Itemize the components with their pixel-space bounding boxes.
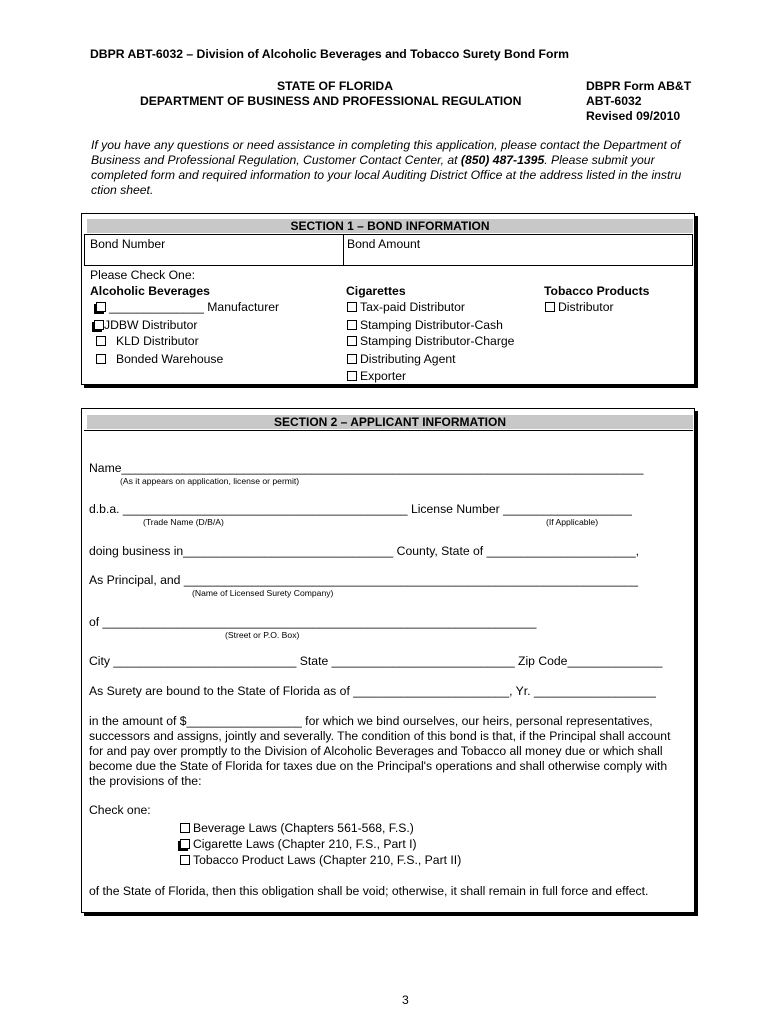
- intro-line-2: Business and Professional Regulation, Customer Contact Center, at (850) 487-1395. Please submit your: [91, 153, 655, 167]
- check-one-label: Check one:: [89, 803, 151, 817]
- checkbox-icon: [180, 823, 190, 833]
- distributing-agent-option[interactable]: Distributing Agent: [347, 352, 456, 366]
- state-name: STATE OF FLORIDA: [277, 79, 393, 93]
- tobacco-products-heading: Tobacco Products: [544, 284, 650, 298]
- tax-paid-distributor-option[interactable]: Tax-paid Distributor: [347, 300, 465, 314]
- intro-line-1: If you have any questions or need assistance in completing this application, please contact the Department of: [91, 138, 681, 152]
- principal-caption: (Name of Licensed Surety Company): [192, 588, 334, 598]
- amount-line-4: become due the State of Florida for taxes due on the Principal's operations and shall otherwise comply with: [89, 759, 668, 773]
- license-caption: (If Applicable): [546, 517, 599, 527]
- name-caption: (As it appears on application, license or permit): [120, 476, 300, 486]
- checkbox-icon: [347, 354, 357, 364]
- manufacturer-option[interactable]: ______________ Manufacturer: [96, 300, 279, 314]
- department-name: DEPARTMENT OF BUSINESS AND PROFESSIONAL REGULATION: [140, 94, 522, 108]
- checkbox-icon: [96, 354, 106, 364]
- amount-line-2: successors and assigns, jointly and severally. The condition of this bond is that, if the Principal shall account: [89, 729, 671, 743]
- dba-caption: (Trade Name (D/B/A): [143, 517, 224, 527]
- closing-statement: of the State of Florida, then this obligation shall be void; otherwise, it shall remain in full force and effect.: [89, 884, 649, 898]
- bond-amount-field[interactable]: Bond Amount: [347, 237, 421, 251]
- revised-date: Revised 09/2010: [586, 109, 681, 123]
- principal-field[interactable]: As Principal, and ___________________________________________________________________: [89, 573, 638, 587]
- checkbox-icon: [96, 302, 106, 312]
- checkbox-icon: [347, 302, 357, 312]
- checkbox-icon: [347, 320, 357, 330]
- tobacco-distributor-option[interactable]: Distributor: [545, 300, 614, 314]
- bonded-warehouse-option[interactable]: Bonded Warehouse: [96, 352, 223, 366]
- checkbox-icon: [94, 320, 104, 330]
- amount-line-3: for and pay over promptly to the Division of Alcoholic Beverages and Tobacco all money due or which shall: [89, 744, 663, 758]
- doing-business-field[interactable]: doing business in_______________________________ County, State of ______________________,: [89, 544, 640, 558]
- street-field[interactable]: of ________________________________________________________________: [89, 615, 537, 629]
- checkbox-icon: [545, 302, 555, 312]
- kld-distributor-option[interactable]: KLD Distributor: [96, 334, 199, 348]
- please-check-one: Please Check One:: [90, 268, 196, 282]
- jdbw-distributor-option[interactable]: JDBW Distributor: [94, 318, 197, 332]
- stamping-charge-option[interactable]: Stamping Distributor-Charge: [347, 334, 514, 348]
- checkbox-icon: [180, 855, 190, 865]
- intro-line-3: completed form and required information to your local Auditing District Office at the address listed in the instru: [91, 168, 682, 182]
- form-id-line-1: DBPR Form AB&T: [586, 79, 692, 93]
- section-2-title: SECTION 2 – APPLICANT INFORMATION: [87, 415, 693, 429]
- cigarettes-heading: Cigarettes: [346, 284, 406, 298]
- checkbox-icon: [347, 371, 357, 381]
- surety-date-field[interactable]: As Surety are bound to the State of Florida as of _______________________, Yr. __________________: [89, 684, 656, 698]
- section-2-divider: [84, 430, 693, 431]
- section-1-title: SECTION 1 – BOND INFORMATION: [87, 219, 693, 233]
- city-state-zip-field[interactable]: City ___________________________ State ___________________________ Zip Code______________: [89, 654, 663, 668]
- stamping-cash-option[interactable]: Stamping Distributor-Cash: [347, 318, 503, 332]
- alcoholic-beverages-heading: Alcoholic Beverages: [90, 284, 210, 298]
- cigarette-laws-option[interactable]: Cigarette Laws (Chapter 210, F.S., Part I): [180, 837, 417, 851]
- form-id-line-2: ABT-6032: [586, 94, 642, 108]
- amount-line-1[interactable]: in the amount of $_________________ for which we bind ourselves, our heirs, personal representatives,: [89, 714, 653, 728]
- street-caption: (Street or P.O. Box): [225, 630, 300, 640]
- checkbox-icon: [347, 336, 357, 346]
- intro-line-4: ction sheet.: [91, 183, 154, 197]
- checkbox-icon: [180, 839, 190, 849]
- contact-phone: (850) 487-1395: [460, 153, 545, 167]
- dba-license-field[interactable]: d.b.a. __________________________________________ License Number ___________________: [89, 502, 632, 516]
- name-field[interactable]: Name_____________________________________________________________________________: [89, 461, 644, 475]
- exporter-option[interactable]: Exporter: [347, 369, 406, 383]
- tobacco-laws-option[interactable]: Tobacco Product Laws (Chapter 210, F.S., Part II): [180, 853, 461, 867]
- page-number: 3: [402, 993, 409, 1007]
- checkbox-icon: [96, 336, 106, 346]
- amount-line-5: the provisions of the:: [89, 774, 202, 788]
- bond-row-divider: [343, 234, 344, 266]
- bond-number-field[interactable]: Bond Number: [90, 237, 166, 251]
- beverage-laws-option[interactable]: Beverage Laws (Chapters 561-568, F.S.): [180, 821, 414, 835]
- form-title: DBPR ABT-6032 – Division of Alcoholic Beverages and Tobacco Surety Bond Form: [90, 47, 570, 61]
